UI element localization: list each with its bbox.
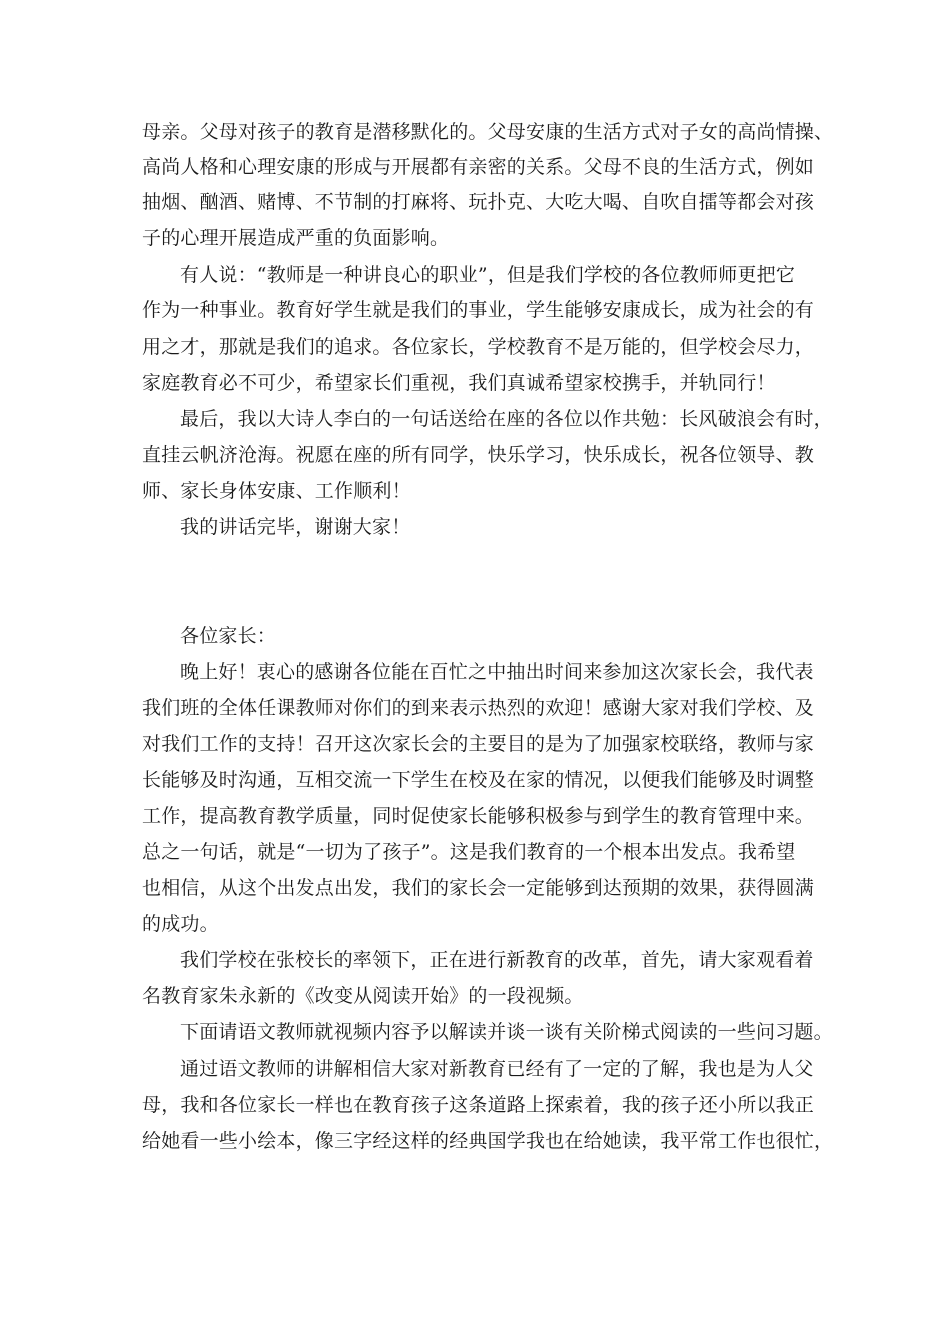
text-line: 工作，提高教育教学质量，同时促使家长能够积极参与到学生的教育管理中来。: [142, 805, 815, 827]
text-line: 直挂云帆济沧海。祝愿在座的所有同学，快乐学习，快乐成长，祝各位领导、教: [142, 444, 815, 466]
text-line: 高尚人格和心理安康的形成与开展都有亲密的关系。父母不良的生活方式，例如: [142, 156, 815, 178]
paragraph-start-line: 通过语文教师的讲解相信大家对新教育已经有了一定的了解，我也是为人父: [180, 1058, 814, 1080]
text-line: 长能够及时沟通，互相交流一下学生在校及在家的情况，以便我们能够及时调整: [142, 769, 815, 791]
paragraph-start-line: 下面请语文教师就视频内容予以解读并谈一谈有关阶梯式阅读的一些问习题。: [180, 1021, 833, 1043]
text-line: 给她看一些小绘本，像三字经这样的经典国学我也在给她读，我平常工作也很忙，: [142, 1130, 834, 1152]
text-line: 作为一种事业。教育好学生就是我们的事业，学生能够安康成长，成为社会的有: [142, 299, 815, 321]
text-line: 抽烟、酗酒、赌博、不节制的打麻将、玩扑克、大吃大喝、自吹自擂等都会对孩: [142, 191, 815, 213]
text-line: 用之才，那就是我们的追求。各位家长，学校教育不是万能的，但学校会尽力，: [142, 336, 815, 358]
text-line: 母亲。父母对孩子的教育是潜移默化的。父母安康的生活方式对子女的高尚情操、: [142, 121, 834, 143]
salutation: 各位家长：: [180, 625, 277, 647]
paragraph-start-line: 我的讲话完毕，谢谢大家！: [180, 516, 411, 538]
text-line: 母，我和各位家长一样也在教育孩子这条道路上探索着，我的孩子还小所以我正: [142, 1094, 815, 1116]
paragraph-start-line: 我们学校在张校长的率领下，正在进行新教育的改革，首先，请大家观看着: [180, 949, 814, 971]
paragraph-start-line: 最后，我以大诗人李白的一句话送给在座的各位以作共勉：长风破浪会有时，: [180, 408, 833, 430]
text-line: 家庭教育必不可少，希望家长们重视，我们真诚希望家校携手，并轨同行！: [142, 372, 776, 394]
paragraph-start-line: 晚上好！衷心的感谢各位能在百忙之中抽出时间来参加这次家长会，我代表: [180, 661, 814, 683]
text-line: 我们班的全体任课教师对你们的到来表示热烈的欢迎！感谢大家对我们学校、及: [142, 697, 815, 719]
text-line: 对我们工作的支持！召开这次家长会的主要目的是为了加强家校联络，教师与家: [142, 733, 815, 755]
text-line: 的成功。: [142, 913, 219, 935]
text-line: 名教育家朱永新的《改变从阅读开始》的一段视频。: [142, 985, 584, 1007]
paragraph-start-line: 有人说：“教师是一种讲良心的职业”，但是我们学校的各位教师师更把它: [180, 264, 796, 286]
text-line: 总之一句话，就是“一切为了孩子”。这是我们教育的一个根本出发点。我希望: [142, 841, 796, 863]
text-line: 师、家长身体安康、工作顺利！: [142, 480, 411, 502]
text-line: 子的心理开展造成严重的负面影响。: [142, 227, 450, 249]
text-line: 也相信，从这个出发点出发，我们的家长会一定能够到达预期的效果，获得圆满: [142, 877, 815, 899]
